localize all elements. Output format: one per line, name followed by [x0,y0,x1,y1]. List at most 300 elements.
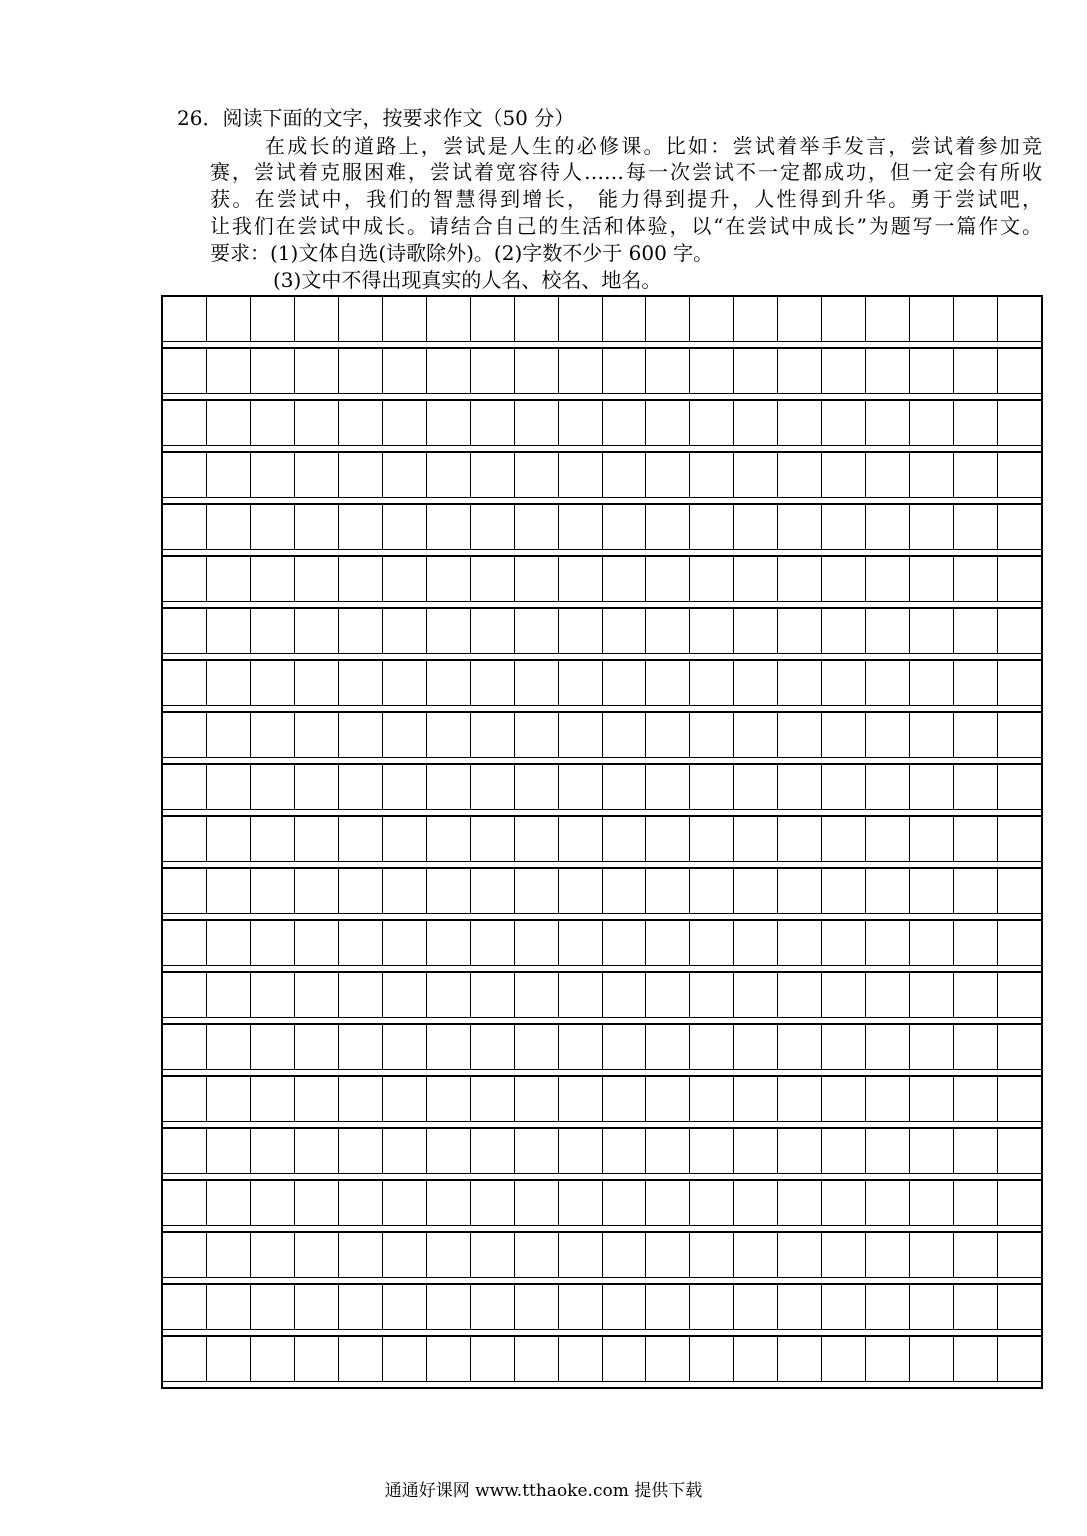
grid-cell[interactable] [427,973,471,1017]
grid-cell[interactable] [690,661,734,705]
grid-cell[interactable] [603,921,647,965]
grid-cell[interactable] [734,609,778,653]
grid-cell[interactable] [822,869,866,913]
grid-cell[interactable] [690,1337,734,1381]
grid-cell[interactable] [559,349,603,393]
grid-cell[interactable] [383,401,427,445]
grid-cell[interactable] [383,713,427,757]
grid-cell[interactable] [822,505,866,549]
grid-cell[interactable] [295,297,339,341]
grid-cell[interactable] [866,921,910,965]
grid-cell[interactable] [383,765,427,809]
grid-cell[interactable] [998,1233,1041,1277]
grid-cell[interactable] [339,869,383,913]
grid-cell[interactable] [690,869,734,913]
grid-cell[interactable] [207,1025,251,1069]
grid-cell[interactable] [910,973,954,1017]
grid-cell[interactable] [954,505,998,549]
grid-cell[interactable] [515,1233,559,1277]
grid-cell[interactable] [690,1285,734,1329]
grid-cell[interactable] [339,1181,383,1225]
grid-cell[interactable] [866,713,910,757]
grid-cell[interactable] [998,765,1041,809]
grid-cell[interactable] [163,1129,207,1173]
grid-cell[interactable] [998,1337,1041,1381]
grid-cell[interactable] [515,869,559,913]
grid-cell[interactable] [427,1233,471,1277]
grid-cell[interactable] [954,609,998,653]
grid-cell[interactable] [954,973,998,1017]
grid-cell[interactable] [646,973,690,1017]
grid-cell[interactable] [646,661,690,705]
grid-cell[interactable] [910,505,954,549]
grid-cell[interactable] [295,349,339,393]
grid-cell[interactable] [646,401,690,445]
grid-cell[interactable] [383,1337,427,1381]
grid-cell[interactable] [998,817,1041,861]
grid-cell[interactable] [471,297,515,341]
grid-cell[interactable] [910,349,954,393]
grid-cell[interactable] [207,557,251,601]
grid-cell[interactable] [866,1077,910,1121]
grid-cell[interactable] [427,609,471,653]
grid-cell[interactable] [383,349,427,393]
grid-cell[interactable] [515,505,559,549]
grid-cell[interactable] [690,453,734,497]
grid-cell[interactable] [910,401,954,445]
grid-cell[interactable] [471,1129,515,1173]
grid-cell[interactable] [295,869,339,913]
grid-cell[interactable] [427,817,471,861]
grid-cell[interactable] [603,349,647,393]
grid-cell[interactable] [690,1181,734,1225]
grid-cell[interactable] [295,1129,339,1173]
grid-cell[interactable] [339,557,383,601]
grid-cell[interactable] [734,557,778,601]
grid-cell[interactable] [866,1285,910,1329]
grid-cell[interactable] [778,765,822,809]
grid-cell[interactable] [910,869,954,913]
grid-cell[interactable] [339,921,383,965]
grid-cell[interactable] [734,1233,778,1277]
composition-grid[interactable] [161,295,1043,1389]
grid-cell[interactable] [910,297,954,341]
grid-cell[interactable] [778,1025,822,1069]
grid-cell[interactable] [603,609,647,653]
grid-cell[interactable] [998,869,1041,913]
grid-cell[interactable] [822,765,866,809]
grid-cell[interactable] [207,661,251,705]
grid-cell[interactable] [383,973,427,1017]
grid-cell[interactable] [383,505,427,549]
grid-cell[interactable] [603,973,647,1017]
grid-cell[interactable] [778,1181,822,1225]
grid-cell[interactable] [559,1285,603,1329]
grid-cell[interactable] [471,505,515,549]
grid-cell[interactable] [295,1025,339,1069]
grid-cell[interactable] [163,297,207,341]
grid-cell[interactable] [910,1181,954,1225]
grid-cell[interactable] [163,349,207,393]
grid-cell[interactable] [471,1233,515,1277]
grid-cell[interactable] [690,609,734,653]
grid-cell[interactable] [163,713,207,757]
grid-cell[interactable] [515,1285,559,1329]
grid-cell[interactable] [559,713,603,757]
grid-cell[interactable] [383,1077,427,1121]
grid-cell[interactable] [383,453,427,497]
grid-cell[interactable] [515,661,559,705]
grid-cell[interactable] [778,921,822,965]
grid-cell[interactable] [954,401,998,445]
grid-cell[interactable] [866,973,910,1017]
grid-cell[interactable] [822,973,866,1017]
grid-cell[interactable] [646,1337,690,1381]
grid-cell[interactable] [295,1233,339,1277]
grid-cell[interactable] [603,1025,647,1069]
grid-cell[interactable] [295,505,339,549]
grid-cell[interactable] [383,557,427,601]
grid-cell[interactable] [383,817,427,861]
grid-cell[interactable] [339,453,383,497]
grid-cell[interactable] [559,557,603,601]
grid-cell[interactable] [866,609,910,653]
grid-cell[interactable] [734,921,778,965]
grid-cell[interactable] [998,713,1041,757]
grid-cell[interactable] [427,713,471,757]
grid-cell[interactable] [866,869,910,913]
grid-cell[interactable] [163,401,207,445]
grid-cell[interactable] [383,609,427,653]
grid-cell[interactable] [559,1181,603,1225]
grid-cell[interactable] [954,1129,998,1173]
grid-cell[interactable] [427,869,471,913]
grid-cell[interactable] [163,973,207,1017]
grid-cell[interactable] [954,765,998,809]
grid-cell[interactable] [690,1025,734,1069]
grid-cell[interactable] [515,1077,559,1121]
grid-cell[interactable] [339,505,383,549]
grid-cell[interactable] [427,661,471,705]
grid-cell[interactable] [427,765,471,809]
grid-cell[interactable] [866,505,910,549]
grid-cell[interactable] [734,1181,778,1225]
grid-cell[interactable] [251,765,295,809]
grid-cell[interactable] [163,765,207,809]
grid-cell[interactable] [778,1337,822,1381]
grid-cell[interactable] [471,349,515,393]
grid-cell[interactable] [559,973,603,1017]
grid-cell[interactable] [251,505,295,549]
grid-cell[interactable] [690,1129,734,1173]
grid-cell[interactable] [603,1285,647,1329]
grid-cell[interactable] [339,661,383,705]
grid-cell[interactable] [998,1025,1041,1069]
grid-cell[interactable] [339,401,383,445]
grid-cell[interactable] [339,1337,383,1381]
grid-cell[interactable] [866,297,910,341]
grid-cell[interactable] [559,401,603,445]
grid-cell[interactable] [690,765,734,809]
grid-cell[interactable] [251,609,295,653]
grid-cell[interactable] [690,1233,734,1277]
grid-cell[interactable] [339,1233,383,1277]
grid-cell[interactable] [734,1025,778,1069]
grid-cell[interactable] [251,557,295,601]
grid-cell[interactable] [515,297,559,341]
grid-cell[interactable] [603,401,647,445]
grid-cell[interactable] [690,557,734,601]
grid-cell[interactable] [690,973,734,1017]
grid-cell[interactable] [603,713,647,757]
grid-cell[interactable] [646,869,690,913]
grid-cell[interactable] [515,921,559,965]
grid-cell[interactable] [163,1285,207,1329]
grid-cell[interactable] [778,869,822,913]
grid-cell[interactable] [690,921,734,965]
grid-cell[interactable] [339,349,383,393]
grid-cell[interactable] [866,817,910,861]
grid-cell[interactable] [998,973,1041,1017]
grid-cell[interactable] [295,1285,339,1329]
grid-cell[interactable] [295,921,339,965]
grid-cell[interactable] [910,557,954,601]
grid-cell[interactable] [251,713,295,757]
grid-cell[interactable] [339,1025,383,1069]
grid-cell[interactable] [383,1129,427,1173]
grid-cell[interactable] [910,817,954,861]
grid-cell[interactable] [603,661,647,705]
grid-cell[interactable] [163,921,207,965]
grid-cell[interactable] [515,1129,559,1173]
grid-cell[interactable] [778,1233,822,1277]
grid-cell[interactable] [998,1077,1041,1121]
grid-cell[interactable] [910,609,954,653]
grid-cell[interactable] [998,1129,1041,1173]
grid-cell[interactable] [427,557,471,601]
grid-cell[interactable] [339,817,383,861]
grid-cell[interactable] [383,661,427,705]
grid-cell[interactable] [998,921,1041,965]
grid-cell[interactable] [251,661,295,705]
grid-cell[interactable] [866,1129,910,1173]
grid-cell[interactable] [515,453,559,497]
grid-cell[interactable] [163,1337,207,1381]
grid-cell[interactable] [427,505,471,549]
grid-cell[interactable] [251,1129,295,1173]
grid-cell[interactable] [339,1077,383,1121]
grid-cell[interactable] [603,505,647,549]
grid-cell[interactable] [910,1025,954,1069]
grid-cell[interactable] [954,557,998,601]
grid-cell[interactable] [646,557,690,601]
grid-cell[interactable] [822,453,866,497]
grid-cell[interactable] [427,1337,471,1381]
grid-cell[interactable] [207,1077,251,1121]
grid-cell[interactable] [383,297,427,341]
grid-cell[interactable] [207,1285,251,1329]
grid-cell[interactable] [427,297,471,341]
grid-cell[interactable] [163,1025,207,1069]
grid-cell[interactable] [207,349,251,393]
grid-cell[interactable] [559,453,603,497]
grid-cell[interactable] [778,973,822,1017]
grid-cell[interactable] [822,557,866,601]
grid-cell[interactable] [163,557,207,601]
grid-cell[interactable] [822,1285,866,1329]
grid-cell[interactable] [207,297,251,341]
grid-cell[interactable] [910,661,954,705]
grid-cell[interactable] [866,401,910,445]
grid-cell[interactable] [559,1129,603,1173]
grid-cell[interactable] [515,401,559,445]
grid-cell[interactable] [734,401,778,445]
grid-cell[interactable] [559,817,603,861]
grid-cell[interactable] [471,1077,515,1121]
grid-cell[interactable] [295,609,339,653]
grid-cell[interactable] [734,661,778,705]
grid-cell[interactable] [515,557,559,601]
grid-cell[interactable] [910,1077,954,1121]
grid-cell[interactable] [646,297,690,341]
grid-cell[interactable] [471,973,515,1017]
grid-cell[interactable] [251,1233,295,1277]
grid-cell[interactable] [822,1337,866,1381]
grid-cell[interactable] [954,817,998,861]
grid-cell[interactable] [471,1025,515,1069]
grid-cell[interactable] [471,1337,515,1381]
grid-cell[interactable] [866,1233,910,1277]
grid-cell[interactable] [163,869,207,913]
grid-cell[interactable] [646,817,690,861]
grid-cell[interactable] [207,1233,251,1277]
grid-cell[interactable] [998,297,1041,341]
grid-cell[interactable] [471,1181,515,1225]
grid-cell[interactable] [603,1181,647,1225]
grid-cell[interactable] [471,609,515,653]
grid-cell[interactable] [910,453,954,497]
grid-cell[interactable] [998,557,1041,601]
grid-cell[interactable] [207,609,251,653]
grid-cell[interactable] [207,1129,251,1173]
grid-cell[interactable] [778,1285,822,1329]
grid-cell[interactable] [251,1181,295,1225]
grid-cell[interactable] [559,1233,603,1277]
grid-cell[interactable] [603,1077,647,1121]
grid-cell[interactable] [822,349,866,393]
grid-cell[interactable] [734,765,778,809]
grid-cell[interactable] [471,765,515,809]
grid-cell[interactable] [998,349,1041,393]
grid-cell[interactable] [207,1181,251,1225]
grid-cell[interactable] [690,297,734,341]
grid-cell[interactable] [646,1077,690,1121]
grid-cell[interactable] [163,453,207,497]
grid-cell[interactable] [778,713,822,757]
grid-cell[interactable] [251,297,295,341]
grid-cell[interactable] [646,1285,690,1329]
grid-cell[interactable] [910,765,954,809]
grid-cell[interactable] [383,869,427,913]
grid-cell[interactable] [339,973,383,1017]
grid-cell[interactable] [866,1337,910,1381]
grid-cell[interactable] [515,349,559,393]
grid-cell[interactable] [734,505,778,549]
grid-cell[interactable] [734,817,778,861]
grid-cell[interactable] [515,765,559,809]
grid-cell[interactable] [603,869,647,913]
grid-cell[interactable] [690,1077,734,1121]
grid-cell[interactable] [295,713,339,757]
grid-cell[interactable] [734,1129,778,1173]
grid-cell[interactable] [910,1285,954,1329]
grid-cell[interactable] [383,1181,427,1225]
grid-cell[interactable] [559,661,603,705]
grid-cell[interactable] [822,1025,866,1069]
grid-cell[interactable] [383,1233,427,1277]
grid-cell[interactable] [910,1129,954,1173]
grid-cell[interactable] [603,765,647,809]
grid-cell[interactable] [603,1129,647,1173]
grid-cell[interactable] [822,1077,866,1121]
grid-cell[interactable] [559,921,603,965]
grid-cell[interactable] [295,817,339,861]
grid-cell[interactable] [822,609,866,653]
grid-cell[interactable] [954,1233,998,1277]
grid-cell[interactable] [295,557,339,601]
grid-cell[interactable] [734,453,778,497]
grid-cell[interactable] [646,505,690,549]
grid-cell[interactable] [207,817,251,861]
grid-cell[interactable] [646,765,690,809]
grid-cell[interactable] [427,1285,471,1329]
grid-cell[interactable] [163,609,207,653]
grid-cell[interactable] [778,401,822,445]
grid-cell[interactable] [778,1129,822,1173]
grid-cell[interactable] [559,765,603,809]
grid-cell[interactable] [471,453,515,497]
grid-cell[interactable] [954,1285,998,1329]
grid-cell[interactable] [515,1337,559,1381]
grid-cell[interactable] [251,973,295,1017]
grid-cell[interactable] [690,713,734,757]
grid-cell[interactable] [515,1025,559,1069]
grid-cell[interactable] [207,453,251,497]
grid-cell[interactable] [251,869,295,913]
grid-cell[interactable] [339,609,383,653]
grid-cell[interactable] [471,713,515,757]
grid-cell[interactable] [207,921,251,965]
grid-cell[interactable] [427,349,471,393]
grid-cell[interactable] [998,1285,1041,1329]
grid-cell[interactable] [515,713,559,757]
grid-cell[interactable] [822,1233,866,1277]
grid-cell[interactable] [603,297,647,341]
grid-cell[interactable] [690,817,734,861]
grid-cell[interactable] [207,505,251,549]
grid-cell[interactable] [822,1181,866,1225]
grid-cell[interactable] [778,505,822,549]
grid-cell[interactable] [295,1337,339,1381]
grid-cell[interactable] [427,921,471,965]
grid-cell[interactable] [251,817,295,861]
grid-cell[interactable] [559,609,603,653]
grid-cell[interactable] [690,401,734,445]
grid-cell[interactable] [954,869,998,913]
grid-cell[interactable] [251,1337,295,1381]
grid-cell[interactable] [646,1025,690,1069]
grid-cell[interactable] [339,297,383,341]
